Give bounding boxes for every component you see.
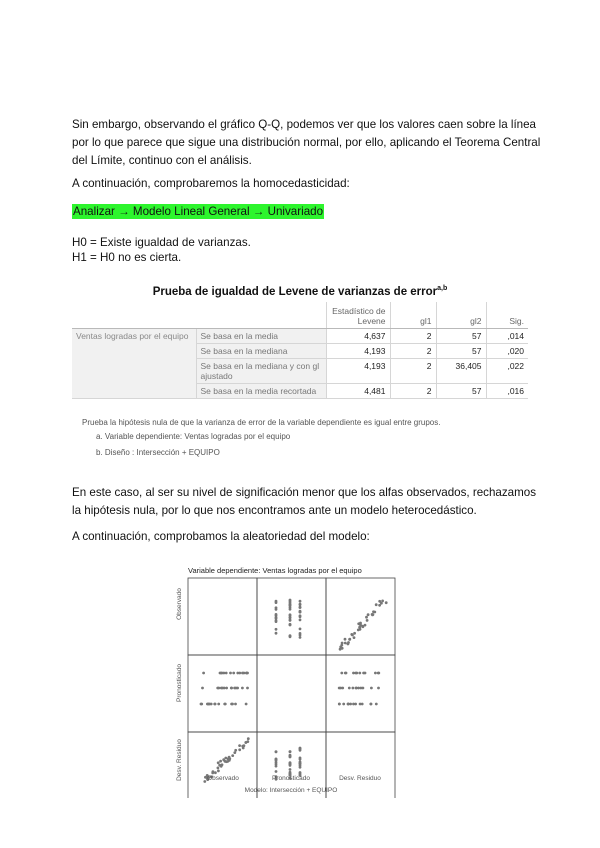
col-label-residuo: Desv. Residuo bbox=[339, 775, 381, 782]
matrix-panel bbox=[188, 578, 257, 655]
scatter-point bbox=[341, 642, 344, 645]
scatter-point bbox=[348, 687, 351, 690]
scatter-point bbox=[355, 687, 358, 690]
cell-sig: ,014 bbox=[486, 329, 528, 344]
cell-gl1: 2 bbox=[390, 344, 436, 359]
cell-gl2: 57 bbox=[436, 329, 486, 344]
scatter-point bbox=[375, 703, 378, 706]
row-label: Se basa en la media bbox=[196, 329, 326, 344]
scatter-point bbox=[238, 744, 241, 747]
scatter-point bbox=[299, 619, 302, 622]
scatter-point bbox=[241, 687, 244, 690]
matrix-panel bbox=[326, 655, 395, 732]
cell-gl1: 2 bbox=[390, 329, 436, 344]
scatter-point bbox=[275, 632, 278, 635]
scatter-point bbox=[230, 687, 233, 690]
cell-gl1: 2 bbox=[390, 384, 436, 399]
scatter-point bbox=[242, 747, 245, 750]
scatter-point bbox=[275, 608, 278, 611]
scatter-point bbox=[219, 760, 222, 763]
scatter-point bbox=[289, 635, 292, 638]
col-label-observado: Observado bbox=[207, 775, 239, 782]
scatter-point bbox=[299, 615, 302, 618]
scatter-point bbox=[245, 703, 248, 706]
scatter-point bbox=[238, 672, 241, 675]
scatter-point bbox=[375, 603, 378, 606]
scatter-point bbox=[214, 771, 217, 774]
scatter-point bbox=[220, 672, 223, 675]
scatter-point bbox=[370, 703, 373, 706]
header-levene: Estadístico de Levene bbox=[326, 302, 390, 329]
scatter-point bbox=[366, 619, 369, 622]
matrix-panel bbox=[326, 578, 395, 655]
scatter-point bbox=[225, 672, 228, 675]
scatter-point bbox=[213, 703, 216, 706]
scatter-point bbox=[362, 687, 365, 690]
scatter-point bbox=[229, 672, 232, 675]
figure-title: Variable dependiente: Ventas logradas por el equipo bbox=[188, 566, 362, 575]
scatter-point bbox=[342, 703, 345, 706]
row-label: Se basa en la media recortada bbox=[196, 384, 326, 399]
scatter-point bbox=[275, 613, 278, 616]
homoscedasticity-paragraph: A continuación, comprobaremos la homocedasticidad: bbox=[72, 177, 350, 190]
scatter-point bbox=[299, 632, 302, 635]
corner-cell bbox=[196, 302, 326, 329]
row-label-observado: Observado bbox=[176, 588, 183, 620]
scatter-point bbox=[217, 703, 220, 706]
scatter-point bbox=[289, 750, 292, 753]
scatter-point bbox=[207, 703, 210, 706]
matrix-panel bbox=[257, 655, 326, 732]
cell-gl2: 57 bbox=[436, 384, 486, 399]
scatter-point bbox=[231, 754, 234, 757]
scatter-point bbox=[372, 613, 375, 616]
scatter-point bbox=[289, 754, 292, 757]
scatter-point bbox=[341, 687, 344, 690]
row-label: Se basa en la mediana y con gl ajustado bbox=[196, 359, 326, 384]
matrix-panel bbox=[188, 655, 257, 732]
scatter-point bbox=[225, 760, 228, 763]
cell-gl1: 2 bbox=[390, 359, 436, 384]
scatter-point bbox=[275, 765, 278, 768]
scatter-point bbox=[340, 672, 343, 675]
header-sig: Sig. bbox=[486, 302, 528, 329]
scatter-point bbox=[362, 672, 365, 675]
scatter-point bbox=[299, 758, 302, 761]
header-gl1: gl1 bbox=[390, 302, 436, 329]
scatter-point bbox=[210, 703, 213, 706]
scatter-point bbox=[232, 672, 235, 675]
scatter-point bbox=[221, 687, 224, 690]
scatter-point bbox=[299, 603, 302, 606]
scatter-point bbox=[347, 703, 350, 706]
scatter-point bbox=[358, 626, 361, 629]
table-row bbox=[72, 329, 528, 344]
hypothesis-h1: H1 = H0 no es cierta. bbox=[72, 251, 182, 264]
matrix-panel bbox=[257, 578, 326, 655]
scatter-point bbox=[227, 758, 230, 761]
scatter-point bbox=[352, 687, 355, 690]
cell-stat: 4,193 bbox=[326, 344, 390, 359]
header-gl2: gl2 bbox=[436, 302, 486, 329]
cell-gl2: 36,405 bbox=[436, 359, 486, 384]
scatter-point bbox=[289, 624, 292, 627]
scatter-point bbox=[358, 672, 361, 675]
scatter-point bbox=[289, 613, 292, 616]
row-label-residuo: Desv. Residuo bbox=[176, 739, 183, 781]
cell-stat: 4,481 bbox=[326, 384, 390, 399]
scatter-point bbox=[289, 768, 292, 771]
scatter-point bbox=[344, 672, 347, 675]
scatter-point bbox=[216, 687, 219, 690]
scatter-point bbox=[246, 687, 249, 690]
cell-sig: ,020 bbox=[486, 344, 528, 359]
scatter-point bbox=[230, 703, 233, 706]
scatter-point bbox=[247, 737, 250, 740]
scatter-point bbox=[353, 636, 356, 639]
scatter-point bbox=[385, 601, 388, 604]
scatter-point bbox=[234, 703, 237, 706]
scatter-point bbox=[299, 611, 302, 614]
scatter-point bbox=[344, 638, 347, 641]
scatter-point bbox=[377, 687, 380, 690]
levene-title-sup: a,b bbox=[437, 285, 448, 292]
scatter-point bbox=[275, 770, 278, 773]
scatter-point bbox=[374, 672, 377, 675]
hypothesis-h0: H0 = Existe igualdad de varianzas. bbox=[72, 236, 251, 249]
scatter-point bbox=[289, 608, 292, 611]
scatter-point bbox=[380, 602, 383, 605]
scatter-point bbox=[299, 606, 302, 609]
scatter-point bbox=[245, 741, 248, 744]
figure-caption: Modelo: Intersección + EQUIPO bbox=[244, 787, 338, 794]
scatter-point bbox=[357, 629, 360, 632]
scatter-point bbox=[289, 619, 292, 622]
scatter-point bbox=[299, 600, 302, 603]
scatter-point bbox=[348, 638, 351, 641]
corner-cell bbox=[72, 302, 196, 329]
levene-table bbox=[72, 302, 528, 399]
scatter-point bbox=[243, 672, 246, 675]
scatter-point bbox=[275, 750, 278, 753]
scatter-point bbox=[217, 767, 220, 770]
scatter-point bbox=[275, 620, 278, 623]
scatter-point bbox=[201, 687, 204, 690]
levene-note: Prueba la hipótesis nula de que la varianza de error de la variable dependiente es igual entre grupos. bbox=[82, 418, 441, 427]
scatter-point bbox=[359, 622, 362, 625]
cell-sig: ,016 bbox=[486, 384, 528, 399]
scatter-point bbox=[245, 672, 248, 675]
levene-title-text: Prueba de igualdad de Levene de varianzas de error bbox=[152, 285, 438, 298]
cell-stat: 4,193 bbox=[326, 359, 390, 384]
scatter-point bbox=[233, 751, 236, 754]
scatter-point bbox=[372, 610, 375, 613]
scatter-point bbox=[299, 762, 302, 765]
scatter-point bbox=[344, 642, 347, 645]
scatter-point bbox=[275, 759, 278, 762]
scatter-point bbox=[364, 624, 367, 627]
cell-gl2: 57 bbox=[436, 344, 486, 359]
row-label: Se basa en la mediana bbox=[196, 344, 326, 359]
scatter-point bbox=[353, 632, 356, 635]
scatter-point bbox=[200, 703, 203, 706]
scatter-point bbox=[289, 604, 292, 607]
scatter-point bbox=[299, 636, 302, 639]
scatter-point bbox=[370, 687, 373, 690]
scatter-point bbox=[217, 770, 220, 773]
levene-note-b: b. Diseño : Intersección + EQUIPO bbox=[96, 448, 220, 457]
cell-sig: ,022 bbox=[486, 359, 528, 384]
scatter-point bbox=[225, 687, 228, 690]
scatter-point bbox=[355, 672, 358, 675]
scatter-point bbox=[377, 672, 380, 675]
scatter-point bbox=[203, 780, 206, 783]
scatter-point bbox=[236, 687, 239, 690]
scatter-point bbox=[223, 703, 226, 706]
levene-table-title bbox=[0, 285, 600, 298]
menu-path-highlight: Analizar → Modelo Lineal General → Univariado bbox=[73, 205, 324, 218]
scatter-point bbox=[289, 599, 292, 602]
scatter-point bbox=[299, 766, 302, 769]
scatter-point bbox=[220, 765, 223, 768]
scatter-point bbox=[233, 687, 236, 690]
scatter-point bbox=[289, 601, 292, 604]
scatter-point bbox=[352, 672, 355, 675]
row-label-pronosticado: Pronosticado bbox=[176, 664, 183, 702]
scatter-point bbox=[350, 633, 353, 636]
scatter-point bbox=[347, 643, 350, 646]
levene-note-a: a. Variable dependiente: Ventas logradas por el equipo bbox=[96, 432, 291, 441]
scatter-point bbox=[299, 747, 302, 750]
randomness-paragraph: A continuación, comprobamos la aleatoriedad del modelo: bbox=[72, 530, 370, 543]
scatter-point bbox=[202, 672, 205, 675]
col-label-pronosticado: Pronosticado bbox=[272, 775, 310, 782]
intro-paragraph: Sin embargo, observando el gráfico Q-Q, podemos ver que los valores caen sobre la línea por lo que parece que sigue una distribución normal, por ello, aplicando el Teorema Central del Límite, continuo con el análisis. bbox=[72, 118, 541, 167]
scatter-point bbox=[352, 703, 355, 706]
cell-stat: 4,637 bbox=[326, 329, 390, 344]
scatter-point bbox=[365, 616, 368, 619]
menu-path-line bbox=[72, 203, 542, 221]
scatter-point bbox=[359, 703, 362, 706]
scatter-point bbox=[341, 647, 344, 650]
scatter-point bbox=[338, 703, 341, 706]
scatter-point bbox=[238, 748, 241, 751]
conclusion-paragraph: En este caso, al ser su nivel de significación menor que los alfas observados, rechazamos la hipótesis nula, por lo que nos encontramos ante un modelo heterocedástico. bbox=[72, 486, 536, 517]
scatter-point bbox=[275, 628, 278, 631]
row-variable-label: Ventas logradas por el equipo bbox=[72, 329, 196, 399]
scatter-point bbox=[289, 763, 292, 766]
scatter-point bbox=[299, 628, 302, 631]
scatter-point bbox=[275, 600, 278, 603]
scatter-point bbox=[367, 613, 370, 616]
scatter-point bbox=[212, 770, 215, 773]
scatter-point bbox=[275, 617, 278, 620]
scatter-point bbox=[217, 761, 220, 764]
scatter-matrix-figure bbox=[168, 562, 432, 798]
